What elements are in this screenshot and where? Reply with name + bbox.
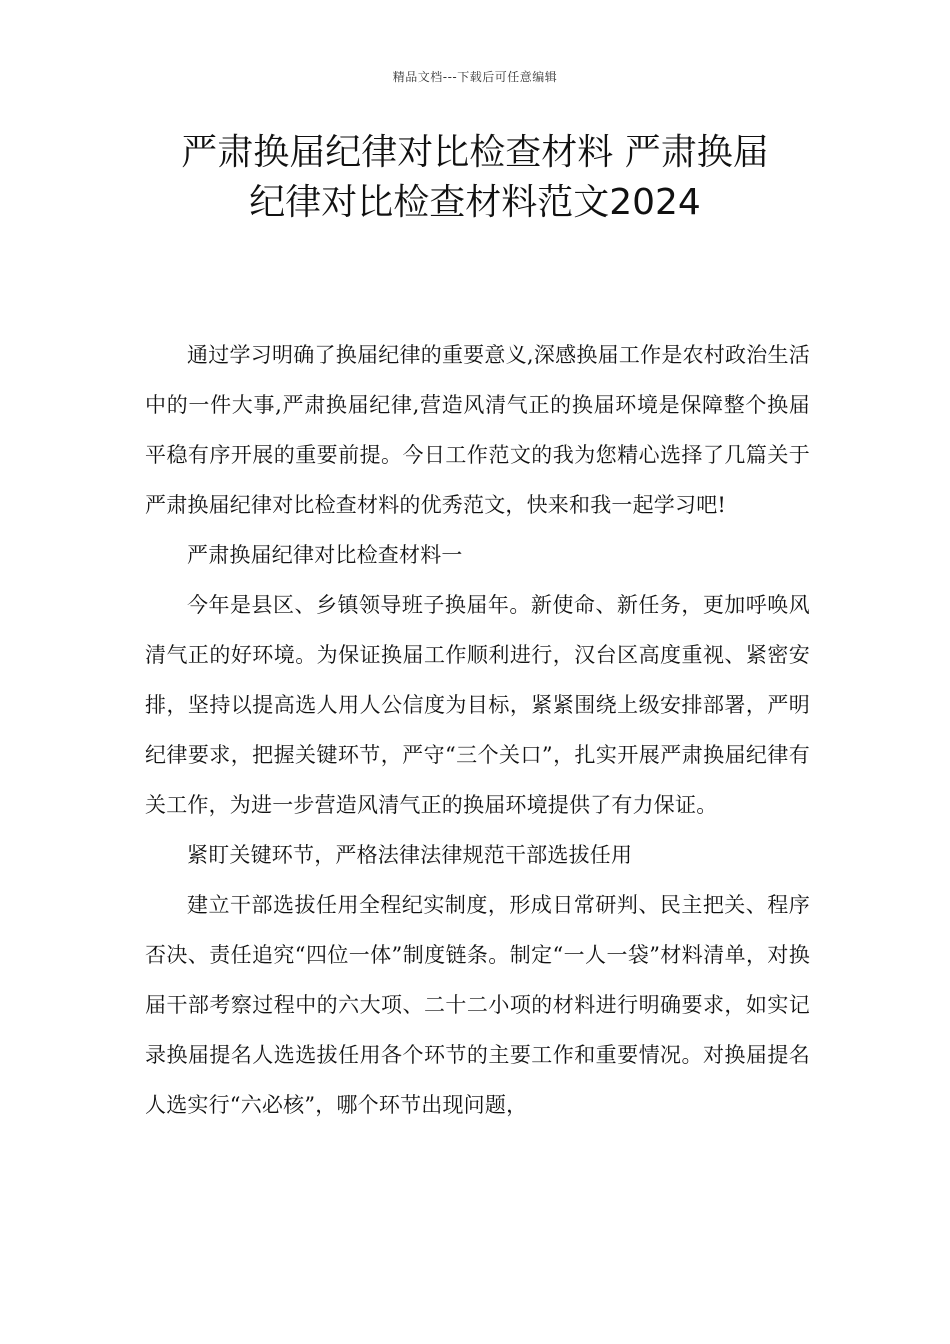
document-title xyxy=(120,128,830,228)
section-heading-2: 紧盯关键环节，严格法律法律规范干部选拔任用 xyxy=(187,843,633,867)
page-header-note: 精品文档---下载后可任意编辑 xyxy=(392,70,558,84)
body-paragraph-1: 今年是县区、乡镇领导班子换届年。新使命、新任务，更加呼唤风清气正的好环境。为保证换届工作顺利进行，汉台区高度重视、紧密安排，坚持以提高选人用人公信度为目标，紧紧围绕上级安排部署，严明纪律要求，把握关键环节，严守“三个关口”，扎实开展严肃换届纪律有关工作，为进一步营造风清气正的换届环境提供了有力保证。 xyxy=(145,593,810,817)
intro-paragraph: 通过学习明确了换届纪律的重要意义,深感换届工作是农村政治生活中的一件大事,严肃换届纪律,营造风清气正的换届环境是保障整个换届平稳有序开展的重要前提。今日工作范文的我为您精心选择了几篇关于严肃换届纪律对比检查材料的优秀范文，快来和我一起学习吧! xyxy=(145,343,810,517)
document-body xyxy=(145,330,810,1130)
document-title-line-2: 纪律对比检查材料范文2024 xyxy=(249,182,701,223)
document-title-line-1: 严肃换届纪律对比检查材料 严肃换届 xyxy=(181,132,769,173)
section-heading-1: 严肃换届纪律对比检查材料一 xyxy=(187,543,463,567)
body-paragraph-2: 建立干部选拔任用全程纪实制度，形成日常研判、民主把关、程序否决、责任追究“四位一体”制度链条。制定“一人一袋”材料清单，对换届干部考察过程中的六大项、二十二小项的材料进行明确要求，如实记录换届提名人选选拔任用各个环节的主要工作和重要情况。对换届提名人选实行“六必核”，哪个环节出现问题， xyxy=(145,893,810,1117)
